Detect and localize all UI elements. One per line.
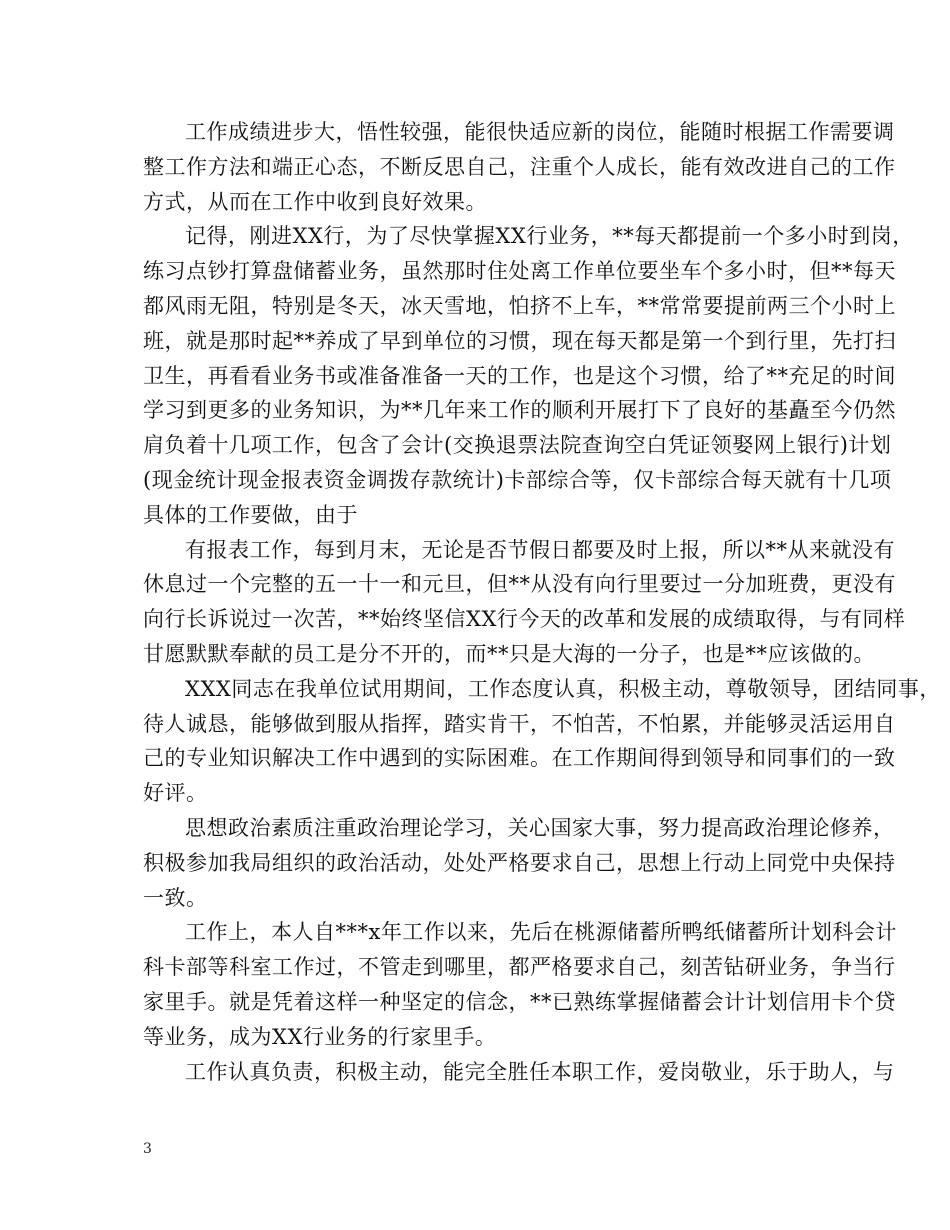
paragraph-6 (143, 915, 897, 1054)
text-line: 待人诚恳，能够做到服从指挥，踏实肯干，不怕苦，不怕累，并能够灵活运用自 (143, 711, 896, 736)
text-line: 休息过一个完整的五一十一和元旦，但**从没有向行里要过一分加班费，更没有 (143, 572, 896, 597)
paragraph-7 (143, 1055, 895, 1090)
text-line: 科卡部等科室工作过，不管走到哪里，都严格要求自己，刻苦钻研业务，争当行 (143, 955, 896, 980)
paragraph-3 (143, 533, 906, 672)
text-line: (现金统计现金报表资金调拨存款统计)卡部综合等，仅卡部综合每天就有十几项 (143, 467, 892, 492)
text-line: 练习点钞打算盘储蓄业务，虽然那时住处离工作单位要坐车个多小时，但**每天 (143, 259, 896, 284)
text-line: 肩负着十几项工作，包含了会计(交换退票法院查询空白凭证领娶网上银行)计划 (143, 433, 892, 458)
page-number: 3 (143, 1141, 152, 1157)
text-line: 方式，从而在工作中收到良好效果。 (143, 189, 487, 214)
text-line: 好评。 (143, 781, 208, 806)
text-line: 都风雨无阻，特别是冬天，冰天雪地，怕挤不上车，**常常要提前两三个小时上 (143, 293, 896, 318)
text-line: 卫生，再看看业务书或准备准备一天的工作，也是这个习惯，给了**充足的时间 (143, 363, 896, 388)
paragraph-5 (143, 811, 896, 915)
text-line: 班，就是那时起**养成了早到单位的习惯，现在每天都是第一个到行里，先打扫 (143, 328, 896, 353)
text-line: 向行长诉说过一次苦，**始终坚信XX行今天的改革和发展的成绩取得，与有同样 (143, 607, 906, 632)
document-body (143, 115, 941, 1089)
text-line: 积极参加我局组织的政治活动，处处严格要求自己，思想上行动上同党中央保持 (143, 850, 896, 875)
text-line: 记得，刚进XX行，为了尽快掌握XX行业务，**每天都提前一个多小时到岗， (185, 224, 914, 249)
text-line: 思想政治素质注重政治理论学习，关心国家大事，努力提高政治理论修养， (185, 815, 895, 840)
text-line: 具体的工作要做，由于 (143, 502, 358, 527)
text-line: 甘愿默默奉献的员工是分不开的，而**只是大海的一分子，也是**应该做的。 (143, 641, 875, 666)
text-line: 工作认真负责，积极主动，能完全胜任本职工作，爱岗敬业，乐于助人，与 (185, 1059, 895, 1084)
text-line: 工作上，本人自***x年工作以来，先后在桃源储蓄所鸭纸储蓄所计划科会计 (185, 920, 897, 945)
text-line: 有报表工作，每到月末，无论是否节假日都要及时上报，所以**从来就没有 (185, 537, 895, 562)
text-line: XXX同志在我单位试用期间，工作态度认真，积极主动，尊敬领导，团结同事， (185, 676, 941, 701)
text-line: 己的专业知识解决工作中遇到的实际困难。在工作期间得到领导和同事们的一致 (143, 746, 896, 771)
text-line: 一致。 (143, 885, 208, 910)
paragraph-1 (143, 115, 896, 219)
paragraph-4 (143, 672, 941, 811)
paragraph-2 (143, 219, 914, 532)
text-line: 家里手。就是凭着这样一种坚定的信念，**已熟练掌握储蓄会计计划信用卡个贷 (143, 989, 896, 1014)
text-line: 整工作方法和端正心态，不断反思自己，注重个人成长，能有效改进自己的工作 (143, 154, 896, 179)
text-line: 工作成绩进步大，悟性较强，能很快适应新的岗位，能随时根据工作需要调 (185, 120, 895, 144)
text-line: 学习到更多的业务知识，为**几年来工作的顺利开展打下了良好的基矗至今仍然 (143, 398, 896, 423)
text-line: 等业务，成为XX行业务的行家里手。 (143, 1024, 497, 1049)
